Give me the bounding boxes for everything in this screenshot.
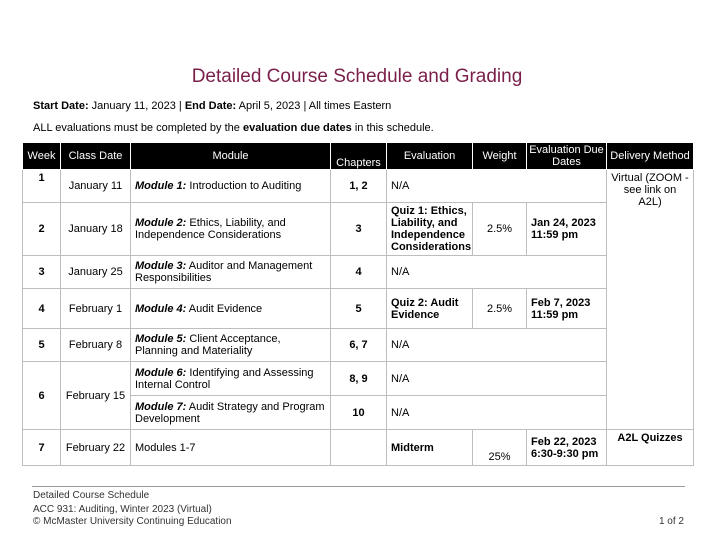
class-date-cell: February 15 [61, 362, 131, 430]
start-date-label: Start Date: [33, 100, 89, 112]
note-emphasis: evaluation due dates [242, 122, 352, 134]
module-cell [131, 289, 331, 329]
module-cell [131, 329, 331, 362]
due-date-cell: Jan 24, 2023 11:59 pm [527, 203, 607, 256]
footer-divider [32, 486, 685, 487]
module-label: Module 6: [135, 366, 187, 379]
header-class-date: Class Date [61, 143, 131, 170]
week-cell: 7 [23, 430, 61, 466]
evaluation-cell: N/A [387, 329, 607, 362]
evaluation-note [33, 122, 434, 134]
week-cell: 4 [23, 289, 61, 329]
page-number: 1 of 2 [658, 516, 684, 527]
module-text: Introduction to Auditing [186, 180, 302, 192]
week-cell: 1 [23, 170, 61, 203]
weight-cell: 25% [473, 430, 527, 466]
evaluation-cell: Midterm [387, 430, 473, 466]
week-cell: 2 [23, 203, 61, 256]
module-cell [131, 170, 331, 203]
chapters-cell: 5 [331, 289, 387, 329]
module-cell [131, 396, 331, 430]
week-cell: 6 [23, 362, 61, 430]
page-title: Detailed Course Schedule and Grading [191, 66, 523, 87]
header-week: Week [23, 143, 61, 170]
note-prefix: ALL evaluations must be completed by the [33, 122, 243, 134]
header-evaluation: Evaluation [387, 143, 473, 170]
chapters-cell: 1, 2 [331, 170, 387, 203]
header-due-dates: Evaluation Due Dates [527, 143, 607, 170]
delivery-virtual-cell: Virtual (ZOOM - see link on A2L) [607, 170, 694, 430]
chapters-cell: 10 [331, 396, 387, 430]
module-text: Ethics, Liability, and Independence Considerations [135, 217, 286, 241]
evaluation-cell: N/A [387, 170, 607, 203]
module-text: Identifying and Assessing Internal Control [135, 366, 314, 391]
header-weight: Weight [473, 143, 527, 170]
class-date-cell: February 8 [61, 329, 131, 362]
evaluation-cell: Quiz 2: Audit Evidence [387, 289, 473, 329]
chapters-cell: 6, 7 [331, 329, 387, 362]
class-date-cell: February 1 [61, 289, 131, 329]
module-cell [131, 203, 331, 256]
table-row [23, 289, 694, 329]
table-row [23, 256, 694, 289]
module-label: Module 1: [135, 180, 187, 192]
module-text: Audit Strategy and Program Development [135, 400, 325, 425]
class-date-cell: February 22 [61, 430, 131, 466]
module-label: Module 3: [135, 260, 187, 272]
module-text: Audit Evidence [186, 302, 263, 315]
class-date-cell: January 25 [61, 256, 131, 289]
end-date-label: End Date: [184, 100, 237, 112]
module-text: Auditor and Management Responsibilities [135, 260, 313, 284]
end-date-value: April 5, 2023 | All times Eastern [236, 100, 392, 112]
footer-line-2: ACC 931: Auditing, Winter 2023 (Virtual) [33, 504, 212, 515]
header-chapters: Chapters [331, 143, 387, 170]
chapters-cell: 8, 9 [331, 362, 387, 396]
evaluation-cell: Quiz 1: Ethics, Liability, and Independence Considerations [387, 203, 473, 256]
module-cell [131, 256, 331, 289]
header-delivery: Delivery Method [607, 143, 694, 170]
chapters-cell: 3 [331, 203, 387, 256]
schedule-table [22, 142, 694, 466]
class-date-cell: January 11 [61, 170, 131, 203]
module-label: Module 4: [135, 302, 187, 315]
class-date-cell: January 18 [61, 203, 131, 256]
evaluation-cell: N/A [387, 396, 607, 430]
table-row [23, 430, 694, 466]
module-label: Module 2: [135, 217, 187, 229]
module-cell: Modules 1-7 [131, 430, 331, 466]
chapters-cell: 4 [331, 256, 387, 289]
module-cell [131, 362, 331, 396]
footer-line-3: © McMaster University Continuing Education [33, 516, 232, 527]
weight-cell: 2.5% [473, 289, 527, 329]
footer-line-1: Detailed Course Schedule [33, 490, 150, 501]
module-label: Module 7: [135, 400, 187, 413]
delivery-quizzes-cell: A2L Quizzes [607, 430, 694, 466]
week-cell: 5 [23, 329, 61, 362]
due-date-cell: Feb 7, 2023 11:59 pm [527, 289, 607, 329]
note-suffix: in this schedule. [351, 122, 434, 134]
chapters-cell [331, 430, 387, 466]
week-cell: 3 [23, 256, 61, 289]
module-label: Module 5: [135, 333, 187, 345]
header-row [23, 143, 694, 170]
table-row [23, 170, 694, 203]
table-row [23, 362, 694, 396]
header-module: Module [131, 143, 331, 170]
weight-cell: 2.5% [473, 203, 527, 256]
module-text: Client Acceptance, Planning and Materiality [135, 333, 281, 357]
evaluation-cell: N/A [387, 256, 607, 289]
due-date-cell: Feb 22, 2023 6:30-9:30 pm [527, 430, 607, 466]
start-date-value: January 11, 2023 | [88, 100, 185, 112]
table-row [23, 329, 694, 362]
table-row [23, 203, 694, 256]
evaluation-cell: N/A [387, 362, 607, 396]
course-dates [33, 100, 391, 112]
